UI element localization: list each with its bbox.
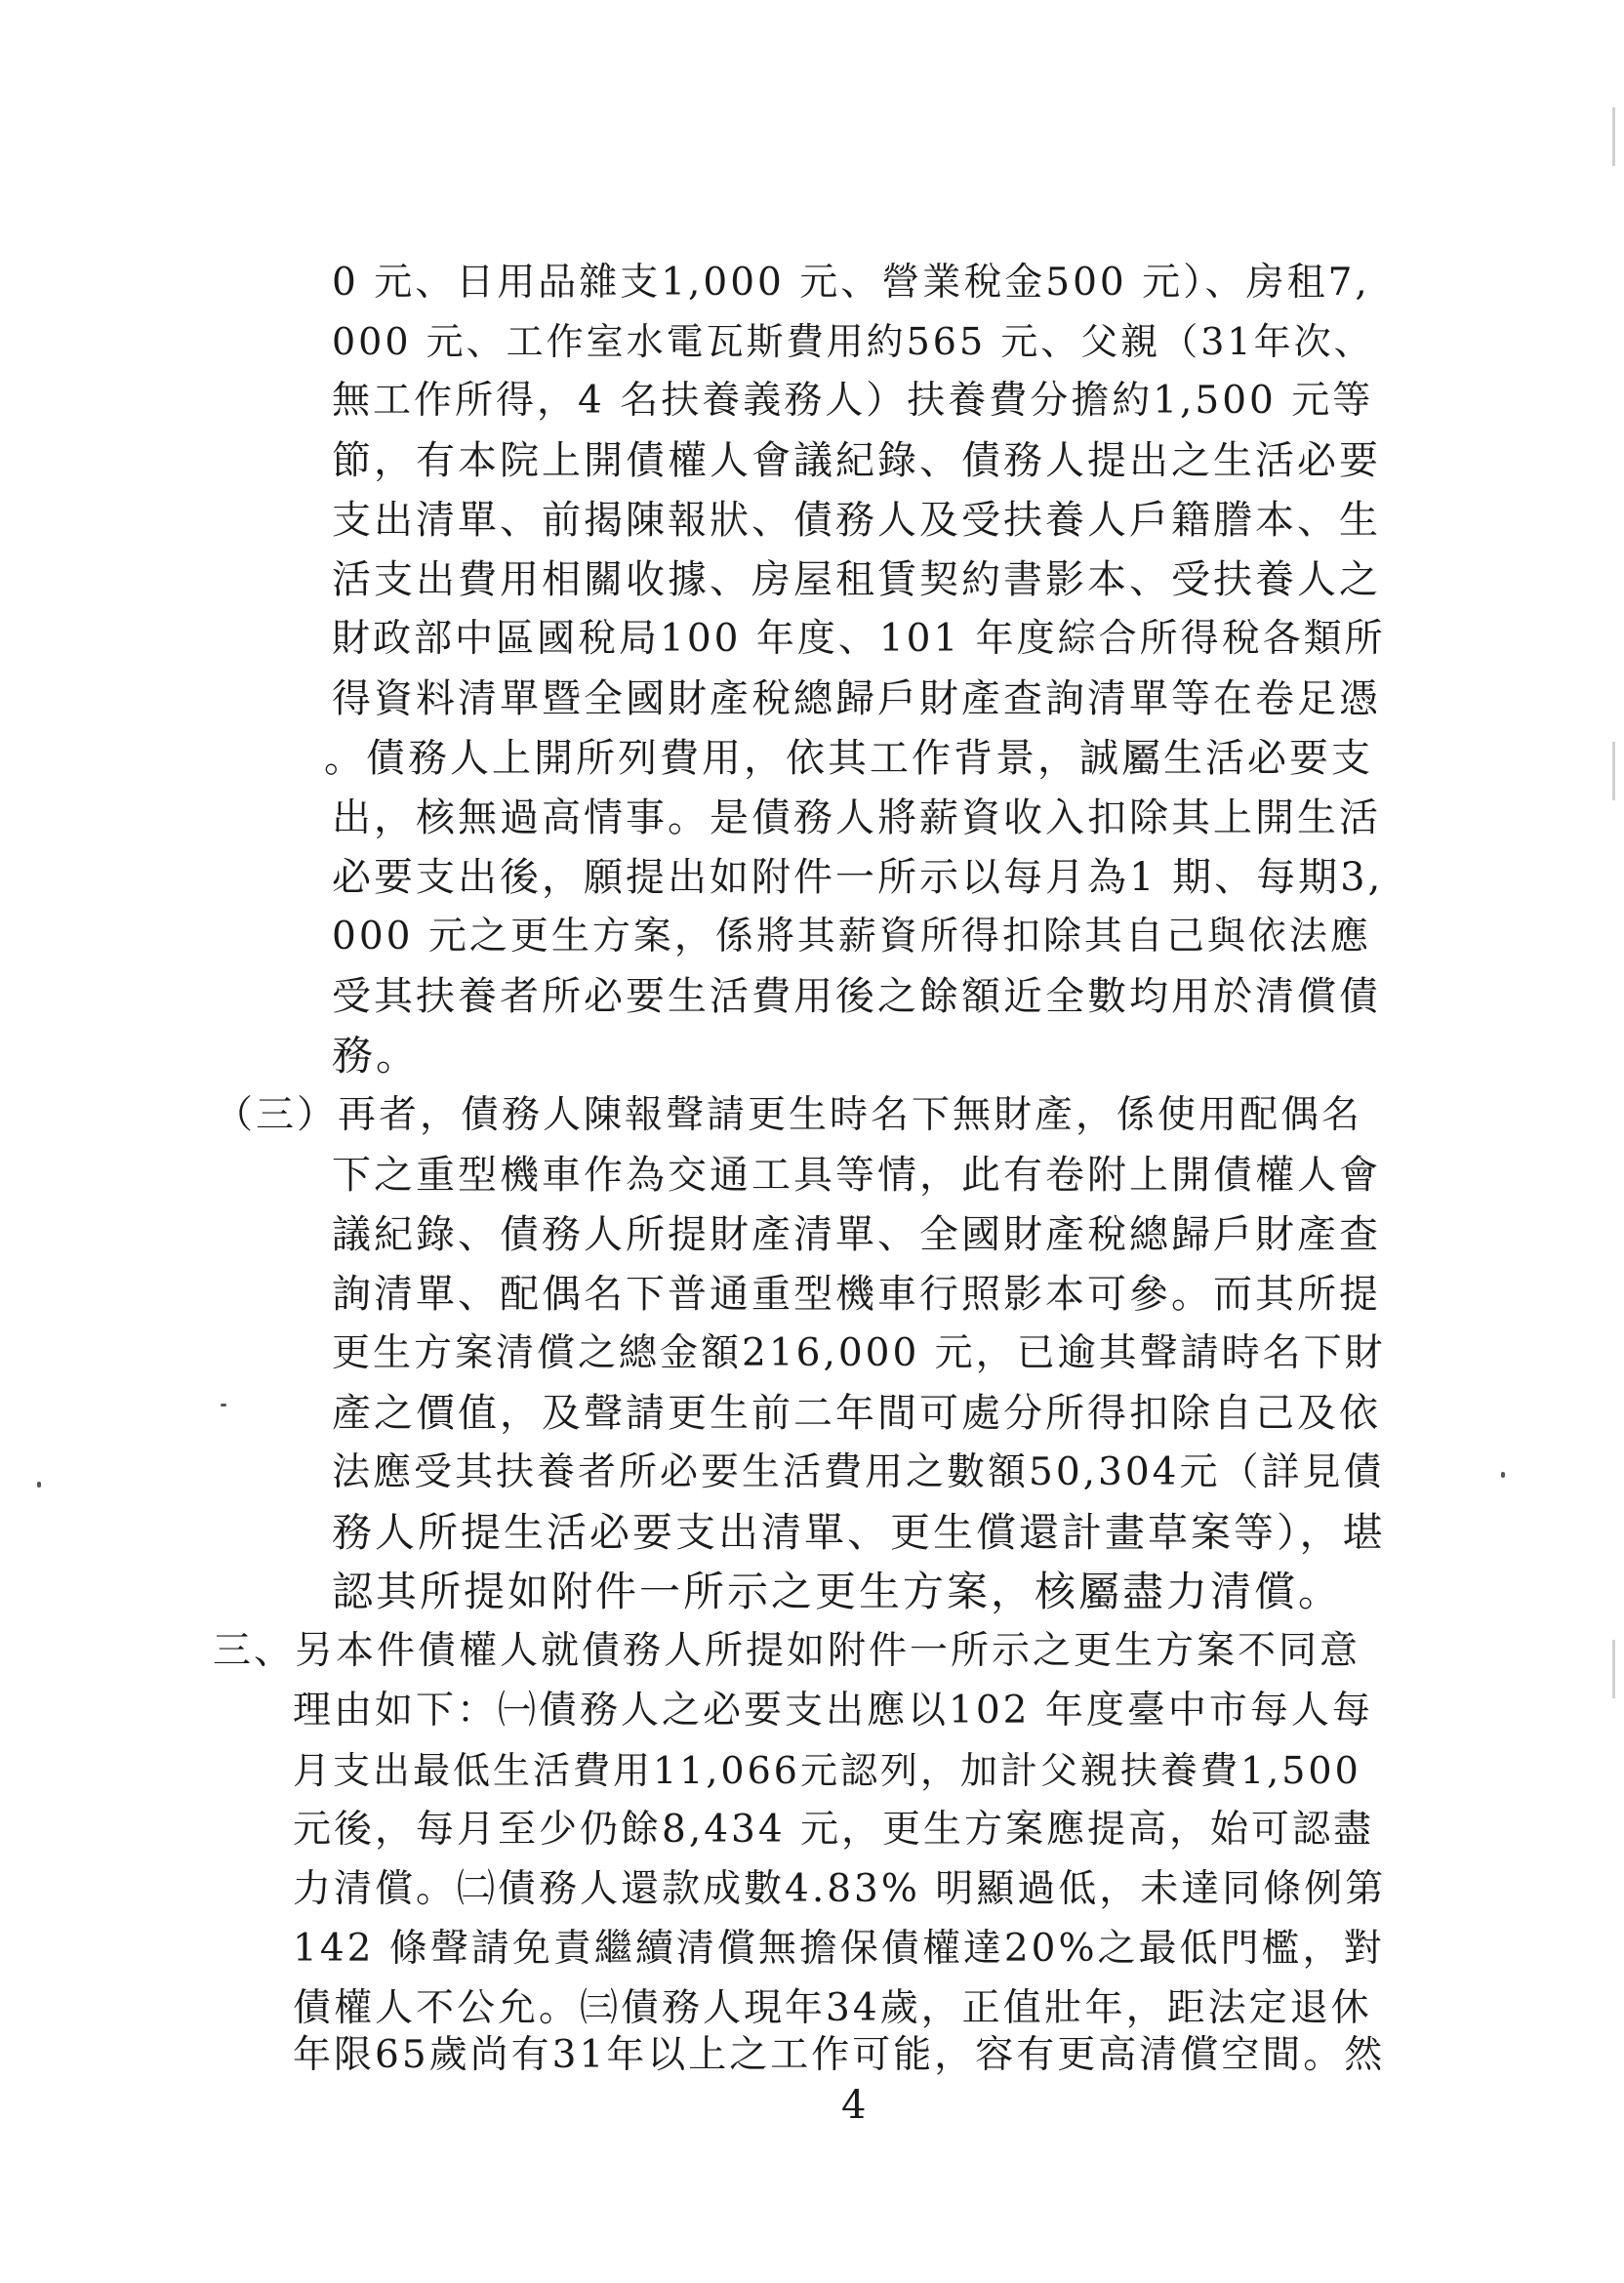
body-line: 受其扶養者所必要生活費用後之餘額近全數均用於清償債 [332, 974, 1381, 1019]
body-line: 月支出最低生活費用11,066元認列，加計父親扶養費1,500 [293, 1749, 1361, 1792]
body-line: 無工作所得，4 名扶養義務人）扶養費分擔約1,500 元等 [332, 379, 1374, 423]
body-line: 更生方案清償之總金額216,000 元，已逾其聲請時名下財 [332, 1331, 1386, 1375]
scan-speck-right [1501, 1472, 1505, 1478]
body-line: 支出清單、前揭陳報狀、債務人及受扶養人戶籍謄本、生 [332, 498, 1381, 543]
scan-speck-left [37, 1482, 41, 1488]
section-heading-line: （三）再者，債務人陳報聲請更生時名下無財產，係使用配偶名 [215, 1093, 1363, 1137]
page-number: 4 [841, 2083, 867, 2128]
body-line: 法應受其扶養者所必要生活費用之數額50,304元（詳見債 [332, 1450, 1385, 1494]
body-line: 務人所提生活必要支出清單、更生償還計畫草案等），堪 [332, 1509, 1386, 1556]
body-line: 理由如下：㈠債務人之必要支出應以102 年度臺中市每人每 [293, 1689, 1373, 1733]
scan-speck-mid [221, 1404, 226, 1406]
body-line: 債權人不公允。㈢債務人現年34歲，正值壯年，距法定退休 [293, 1986, 1372, 2030]
body-line: 0 元、日用品雜支1,000 元、營業稅金500 元）、房租7, [332, 261, 1370, 305]
body-line: 活支出費用相關收據、房屋租賃契約書影本、受扶養人之 [332, 557, 1381, 602]
section-heading-line: 三、另本件債權人就債務人所提如附件一所示之更生方案不同意 [213, 1629, 1361, 1673]
margin-mark [1612, 107, 1615, 166]
body-line: 財政部中區國稅局100 年度、101 年度綜合所得稅各類所 [332, 617, 1386, 661]
body-line: 力清償。㈡債務人還款成數4.83% 明顯過低，未達同條例第 [293, 1867, 1387, 1911]
body-line: 認其所提如附件一所示之更生方案，核屬盡力清償。 [332, 1568, 1343, 1615]
body-line: 出，核無過高情事。是債務人將薪資收入扣除其上開生活 [332, 795, 1381, 840]
body-line: 下之重型機車作為交通工具等情，此有卷附上開債權人會 [332, 1153, 1381, 1198]
body-line: 。債務人上開所列費用，依其工作背景，誠屬生活必要支 [324, 736, 1373, 781]
body-line: 年限65歲尚有31年以上之工作可能，容有更高清償空間。然 [293, 2033, 1386, 2077]
body-line: 142 條聲請免責繼續清償無擔保債權達20%之最低門檻，對 [293, 1927, 1385, 1971]
margin-mark [1612, 1640, 1615, 1698]
body-line: 務。 [332, 1032, 421, 1080]
body-line: 詢清單、配偶名下普通重型機車行照影本可參。而其所提 [332, 1272, 1381, 1317]
body-line: 000 元之更生方案，係將其薪資所得扣除其自己與依法應 [332, 915, 1371, 958]
body-line: 議紀錄、債務人所提財產清單、全國財產稅總歸戶財產查 [332, 1212, 1381, 1257]
body-line: 元後，每月至少仍餘8,434 元，更生方案應提高，始可認盡 [293, 1808, 1375, 1852]
body-line: 必要支出後，願提出如附件一所示以每月為1 期、每期3, [332, 855, 1384, 900]
body-line: 產之價值，及聲請更生前二年間可處分所得扣除自己及依 [332, 1391, 1381, 1436]
body-line: 000 元、工作室水電瓦斯費用約565 元、父親（31年次、 [332, 320, 1374, 363]
margin-mark [1612, 742, 1615, 800]
body-line: 節，有本院上開債權人會議紀錄、債務人提出之生活必要 [332, 438, 1381, 483]
body-line: 得資料清單暨全國財產稅總歸戶財產查詢清單等在卷足憑 [332, 676, 1381, 721]
